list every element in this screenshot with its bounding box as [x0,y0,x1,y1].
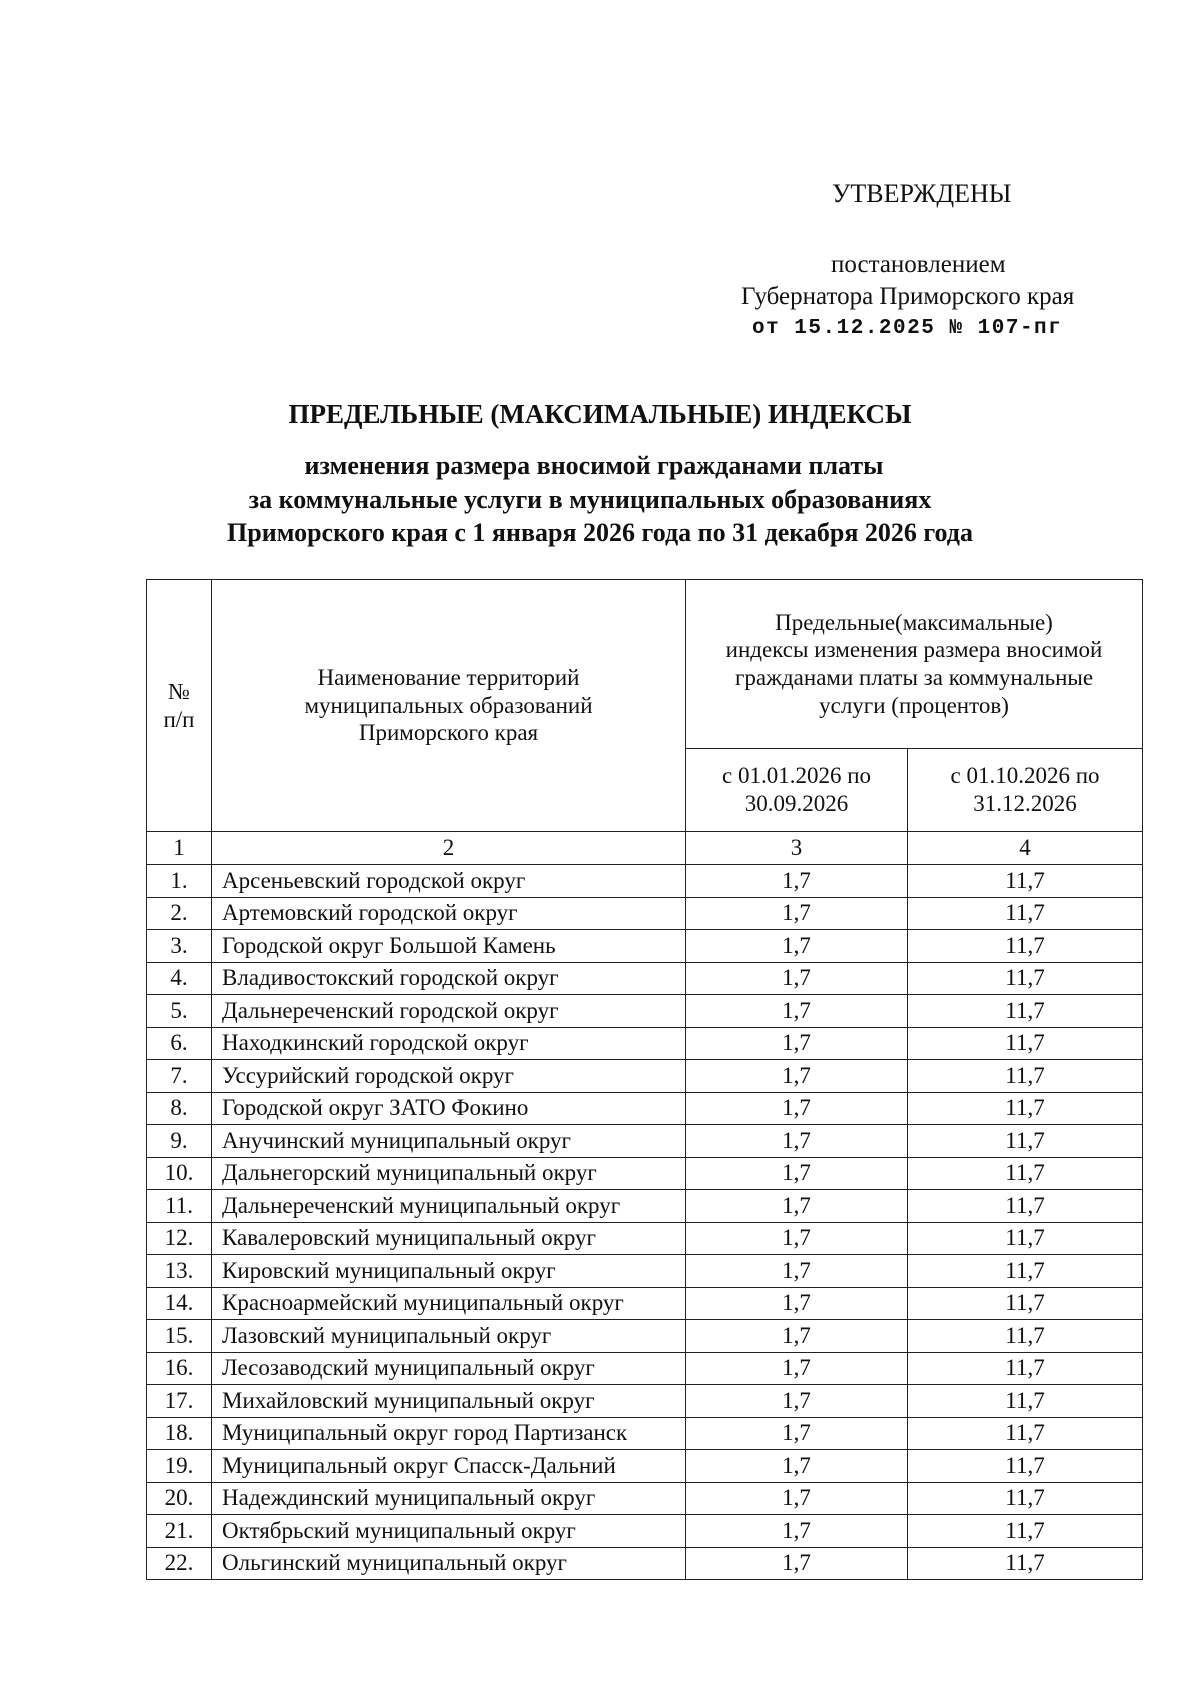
row-index-period-1: 1,7 [686,1092,908,1125]
header-name-line-1: Наименование территорий [317,665,580,691]
row-territory-name: Городской округ Большой Камень [212,930,686,963]
row-territory-name: Арсеньевский городской округ [212,865,686,898]
row-territory-name: Красноармейский муниципальный округ [212,1287,686,1320]
table-row [147,1060,1143,1093]
row-index-period-2: 11,7 [908,1320,1143,1353]
row-index-period-2: 11,7 [908,897,1143,930]
row-territory-name: Владивостокский городской округ [212,962,686,995]
row-index-period-1: 1,7 [686,1255,908,1288]
header-number-line-2: п/п [163,706,195,732]
approved-heading: УТВЕРЖДЕНЫ [832,179,1012,208]
column-numbers-row [147,832,1143,865]
row-index-period-1: 1,7 [686,1125,908,1158]
header-period-1 [686,749,908,832]
row-number: 1. [147,865,212,898]
row-index-period-2: 11,7 [908,1287,1143,1320]
row-territory-name: Муниципальный округ Спасск-Дальний [212,1450,686,1483]
row-index-period-1: 1,7 [686,1450,908,1483]
row-territory-name: Надеждинский муниципальный округ [212,1482,686,1515]
row-number: 5. [147,995,212,1028]
row-index-period-1: 1,7 [686,1515,908,1548]
row-territory-name: Кировский муниципальный округ [212,1255,686,1288]
row-index-period-1: 1,7 [686,1287,908,1320]
table-row [147,995,1143,1028]
row-number: 6. [147,1027,212,1060]
row-index-period-2: 11,7 [908,1385,1143,1418]
table-row [147,1385,1143,1418]
column-number: 3 [686,832,908,865]
row-index-period-1: 1,7 [686,1060,908,1093]
header-name-line-2: муниципальных образований [304,692,593,718]
row-index-period-2: 11,7 [908,995,1143,1028]
header-group-line-2: индексы изменения размера вносимой [725,637,1103,663]
table-row [147,1255,1143,1288]
row-territory-name: Лесозаводский муниципальный округ [212,1352,686,1385]
row-index-period-2: 11,7 [908,1482,1143,1515]
row-index-period-1: 1,7 [686,1157,908,1190]
row-number: 11. [147,1190,212,1223]
header-period-1-line-2: 30.09.2026 [744,791,849,816]
row-territory-name: Дальнереченский городской округ [212,995,686,1028]
row-number: 7. [147,1060,212,1093]
row-territory-name: Находкинский городской округ [212,1027,686,1060]
table-row [147,1450,1143,1483]
row-index-period-1: 1,7 [686,1222,908,1255]
row-index-period-1: 1,7 [686,962,908,995]
row-index-period-2: 11,7 [908,1547,1143,1580]
approval-resolution-label: постановлением [831,251,1006,278]
header-territory-name [212,580,686,832]
row-index-period-2: 11,7 [908,1352,1143,1385]
header-period-2 [908,749,1143,832]
row-number: 17. [147,1385,212,1418]
row-index-period-1: 1,7 [686,1352,908,1385]
table-row [147,1092,1143,1125]
row-index-period-2: 11,7 [908,1157,1143,1190]
table-row [147,865,1143,898]
header-group-line-3: гражданами платы за коммунальные [734,665,1094,690]
table-row [147,1515,1143,1548]
indices-table [146,579,1143,1580]
row-index-period-2: 11,7 [908,865,1143,898]
row-number: 13. [147,1255,212,1288]
row-index-period-1: 1,7 [686,930,908,963]
row-territory-name: Уссурийский городской округ [212,1060,686,1093]
row-number: 16. [147,1352,212,1385]
row-index-period-2: 11,7 [908,1255,1143,1288]
row-index-period-2: 11,7 [908,1060,1143,1093]
document-subtitle-line-3: Приморского края с 1 января 2026 года по 31 декабря 2026 года [227,518,973,547]
row-territory-name: Ольгинский муниципальный округ [212,1547,686,1580]
row-index-period-2: 11,7 [908,1027,1143,1060]
approval-date-number: от 15.12.2025 № 107-пг [752,317,1063,340]
row-index-period-1: 1,7 [686,865,908,898]
row-number: 18. [147,1417,212,1450]
table-row [147,1417,1143,1450]
row-index-period-1: 1,7 [686,1385,908,1418]
row-index-period-1: 1,7 [686,1027,908,1060]
row-territory-name: Муниципальный округ город Партизанск [212,1417,686,1450]
row-index-period-1: 1,7 [686,1190,908,1223]
row-territory-name: Артемовский городской округ [212,897,686,930]
row-index-period-2: 11,7 [908,1417,1143,1450]
table-row [147,897,1143,930]
header-period-2-line-2: 31.12.2026 [973,791,1077,816]
row-territory-name: Лазовский муниципальный округ [212,1320,686,1353]
row-index-period-1: 1,7 [686,1482,908,1515]
row-territory-name: Дальнереченский муниципальный округ [212,1190,686,1223]
table-row [147,1320,1143,1353]
row-index-period-2: 11,7 [908,1222,1143,1255]
table-row [147,1352,1143,1385]
approval-authority: Губернатора Приморского края [741,283,1075,310]
row-index-period-2: 11,7 [908,1450,1143,1483]
column-number: 4 [908,832,1143,865]
row-number: 8. [147,1092,212,1125]
header-period-1-line-1: с 01.01.2026 по [721,763,872,789]
row-number: 14. [147,1287,212,1320]
row-index-period-1: 1,7 [686,1417,908,1450]
row-number: 3. [147,930,212,963]
row-index-period-2: 11,7 [908,1125,1143,1158]
header-number [147,580,212,832]
table-row [147,1190,1143,1223]
row-territory-name: Анучинский муниципальный округ [212,1125,686,1158]
row-number: 9. [147,1125,212,1158]
row-number: 19. [147,1450,212,1483]
row-number: 22. [147,1547,212,1580]
document-title: ПРЕДЕЛЬНЫЕ (МАКСИМАЛЬНЫЕ) ИНДЕКСЫ [288,399,912,429]
header-indices-group [686,580,1143,749]
row-index-period-1: 1,7 [686,995,908,1028]
table-row [147,962,1143,995]
document-subtitle-line-1: изменения размера вносимой гражданами платы [304,451,884,480]
header-number-line-1: № [168,678,190,704]
header-group-line-1: Предельные(максимальные) [775,609,1053,635]
row-index-period-1: 1,7 [686,1547,908,1580]
row-territory-name: Городской округ ЗАТО Фокино [212,1092,686,1125]
table-row [147,1482,1143,1515]
table-row [147,1125,1143,1158]
document-subtitle-line-2: за коммунальные услуги в муниципальных образованиях [248,485,932,514]
row-territory-name: Дальнегорский муниципальный округ [212,1157,686,1190]
row-index-period-2: 11,7 [908,1515,1143,1548]
row-number: 10. [147,1157,212,1190]
row-territory-name: Октябрьский муниципальный округ [212,1515,686,1548]
row-number: 2. [147,897,212,930]
row-number: 4. [147,962,212,995]
row-index-period-1: 1,7 [686,897,908,930]
row-number: 20. [147,1482,212,1515]
row-index-period-2: 11,7 [908,1092,1143,1125]
table-row [147,1027,1143,1060]
column-number: 2 [212,832,686,865]
header-period-2-line-1: с 01.10.2026 по [950,763,1100,789]
table-row [147,1157,1143,1190]
row-number: 15. [147,1320,212,1353]
header-group-line-4: услуги (процентов) [819,692,1009,718]
row-number: 21. [147,1515,212,1548]
table-row [147,1287,1143,1320]
row-territory-name: Кавалеровский муниципальный округ [212,1222,686,1255]
row-number: 12. [147,1222,212,1255]
column-number: 1 [147,832,212,865]
row-index-period-2: 11,7 [908,962,1143,995]
row-index-period-2: 11,7 [908,930,1143,963]
table-row [147,1547,1143,1580]
row-index-period-1: 1,7 [686,1320,908,1353]
row-index-period-2: 11,7 [908,1190,1143,1223]
header-name-line-3: Приморского края [358,720,539,746]
table-row [147,1222,1143,1255]
table-row [147,930,1143,963]
row-territory-name: Михайловский муниципальный округ [212,1385,686,1418]
